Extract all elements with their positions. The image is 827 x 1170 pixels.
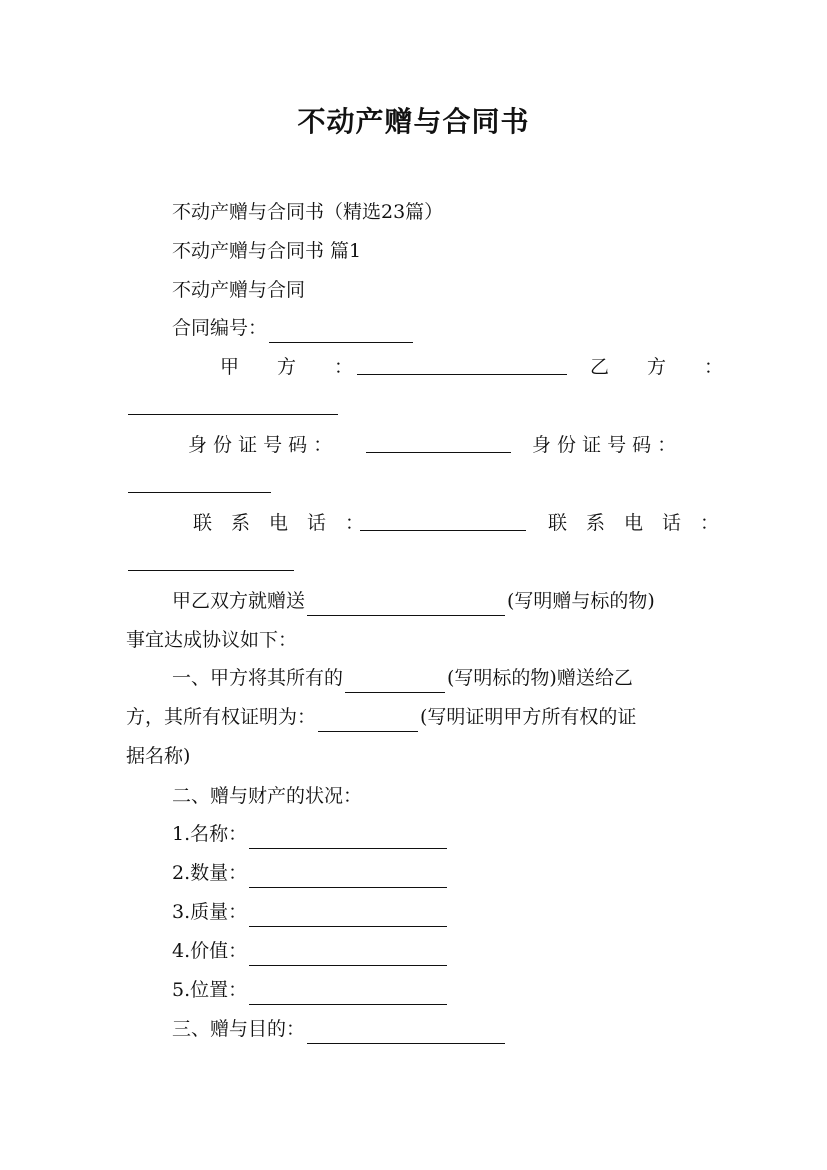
party-a-id-blank <box>366 430 511 453</box>
article-1-line-2 <box>126 702 636 732</box>
item-location-label: 5.位置： <box>172 979 248 1001</box>
article-3-row <box>172 1014 507 1044</box>
contract-number-row <box>172 313 415 343</box>
article-1-text-d: (写明证明甲方所有权的证 <box>420 706 637 728</box>
party-a-id-label: 身 份 证 号 码 ： <box>188 434 333 456</box>
article-1-line-1 <box>172 663 633 693</box>
party-b-id-label: 身 份 证 号 码 ： <box>532 434 677 456</box>
item-quantity-row <box>172 858 449 888</box>
party-a-tel-blank <box>360 508 526 531</box>
party-a-label: 甲 方 ： <box>220 356 354 378</box>
party-b-blank <box>128 392 338 415</box>
item-location-blank <box>249 982 447 1005</box>
party-b-tel-blank <box>128 548 294 571</box>
item-quality-blank <box>249 904 447 927</box>
item-value-row <box>172 936 449 966</box>
article-1-text-a: 一、甲方将其所有的 <box>172 667 344 689</box>
item-quality-label: 3.质量： <box>172 901 248 923</box>
article-1-line-3: 据名称) <box>126 745 191 767</box>
party-b-tel-label: 联 系 电 话 ： <box>548 512 720 534</box>
article-1-text-b: (写明标的物)赠送给乙 <box>447 667 633 689</box>
party-b-id-blank <box>128 470 271 493</box>
contract-number-blank <box>269 320 413 343</box>
item-value-blank <box>249 943 447 966</box>
party-a-blank <box>357 352 567 375</box>
agreement-text: 甲乙双方就赠送 <box>172 590 306 612</box>
article-1-object-blank <box>345 670 445 693</box>
article-1-proof-blank <box>318 709 418 732</box>
contract-heading: 不动产赠与合同 <box>172 279 306 301</box>
item-name-row <box>172 819 449 849</box>
article-1-text-c: 方，其所有权证明为： <box>126 706 317 728</box>
party-a-tel-label: 联 系 电 话 ： <box>193 512 365 534</box>
item-quantity-blank <box>249 865 447 888</box>
item-name-label: 1.名称： <box>172 823 248 845</box>
subtitle-line: 不动产赠与合同书（精选23篇） <box>172 201 444 223</box>
item-value-label: 4.价值： <box>172 940 248 962</box>
contract-number-label: 合同编号： <box>172 317 268 339</box>
gift-purpose-blank <box>307 1021 505 1044</box>
document-title: 不动产赠与合同书 <box>297 105 530 138</box>
agreement-continuation: 事宜达成协议如下： <box>126 629 298 651</box>
agreement-line <box>172 586 655 616</box>
article-2-heading: 二、赠与财产的状况： <box>172 785 363 807</box>
item-name-blank <box>249 826 447 849</box>
party-b-label: 乙 方 ： <box>590 356 724 378</box>
item-quantity-label: 2.数量： <box>172 862 248 884</box>
gift-object-blank <box>307 593 505 616</box>
section-heading: 不动产赠与合同书 篇1 <box>172 240 362 262</box>
article-3-label: 三、赠与目的： <box>172 1018 306 1040</box>
agreement-note: (写明赠与标的物) <box>507 590 655 612</box>
item-quality-row <box>172 897 449 927</box>
item-location-row <box>172 975 449 1005</box>
